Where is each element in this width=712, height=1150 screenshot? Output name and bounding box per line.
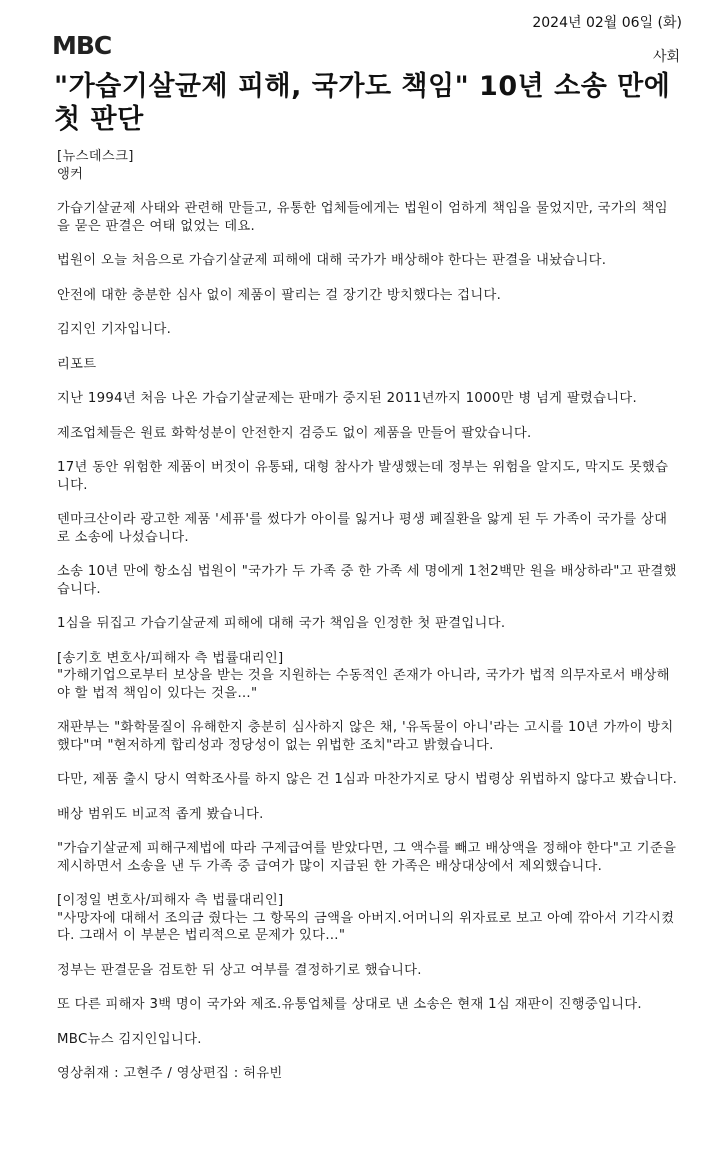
speaker-label: [이정일 변호사/피해자 측 법률대리인]: [57, 893, 284, 908]
paragraph: 덴마크산이라 광고한 제품 '세퓨'를 썼다가 아이를 잃거나 평생 폐질환을 앓게 된 두 가족이 국가를 상대로 소송에 나섰습니다.: [57, 512, 668, 545]
article-date: 2024년 02월 06일 (화): [532, 15, 682, 31]
paragraph: 지난 1994년 처음 나온 가습기살균제는 판매가 중지된 2011년까지 1000만 병 넘게 팔렸습니다.: [57, 391, 638, 406]
byline: MBC뉴스 김지인입니다.: [57, 1031, 202, 1047]
article-title: "가습기살균제 피해, 국가도 책임" 10년 소송 만에 첫 판단: [54, 71, 671, 135]
credits: 영상취재 : 고현주 / 영상편집 : 허유빈: [57, 1066, 283, 1081]
article-body: [57, 148, 679, 1083]
anchor-label: 앵커: [57, 166, 84, 182]
paragraph: 소송 10년 만에 항소심 법원이 "국가가 두 가족 중 한 가족 세 명에게 1천2백만 원을 배상하라"고 판결했습니다.: [57, 564, 677, 597]
program-label: [뉴스데스크]: [57, 149, 134, 164]
mbc-logo: [52, 30, 122, 60]
paragraph: "가습기살균제 피해구제법에 따라 구제급여를 받았다면, 그 액수를 빼고 배상액을 정해야 한다"고 기준을 제시하면서 소송을 낸 두 가족 중 급여가 많이 지급된 한 가족은 배상대상에서 제외했습니다.: [57, 841, 677, 874]
speaker-label: [송기호 변호사/피해자 측 법률대리인]: [57, 650, 284, 666]
article-section: 사회: [652, 49, 680, 65]
paragraph: 배상 범위도 비교적 좁게 봤습니다.: [57, 806, 264, 822]
paragraph: 또 다른 피해자 3백 명이 국가와 제조.유통업체를 상대로 낸 소송은 현재 1심 재판이 진행중입니다.: [57, 997, 642, 1012]
quote: "사망자에 대해서 조의금 줬다는 그 항목의 금액을 아버지.어머니의 위자료로 보고 아예 깎아서 기각시켰다. 그래서 이 부분은 법리적으로 문제가 있다…": [57, 910, 675, 943]
paragraph: 안전에 대한 충분한 심사 없이 제품이 팔리는 걸 장기간 방치했다는 겁니다.: [57, 287, 502, 303]
paragraph: 1심을 뒤집고 가습기살균제 피해에 대해 국가 책임을 인정한 첫 판결입니다.: [57, 616, 506, 631]
paragraph: 제조업체들은 원료 화학성분이 안전한지 검증도 없이 제품을 만들어 팔았습니다.: [57, 425, 532, 441]
paragraph: 17년 동안 위험한 제품이 버젓이 유통돼, 대형 참사가 발생했는데 정부는 위험을 알지도, 막지도 못했습니다.: [57, 460, 669, 493]
paragraph: 재판부는 "화학물질이 유해한지 충분히 심사하지 않은 채, '유독물이 아니'라는 고시를 10년 가까이 방치했다"며 "현저하게 합리성과 정당성이 없는 위법한 조치"라고 밝혔습니다.: [57, 720, 674, 753]
paragraph: 정부는 판결문을 검토한 뒤 상고 여부를 결정하기로 했습니다.: [57, 962, 422, 978]
report-label: 리포트: [57, 356, 97, 372]
quote: "가해기업으로부터 보상을 받는 것을 지원하는 수동적인 존재가 아니라, 국가가 법적 의무자로서 배상해야 할 법적 책임이 있다는 것을…": [57, 668, 670, 701]
mbc-logo-text: MBC: [52, 31, 112, 60]
paragraph: 법원이 오늘 처음으로 가습기살균제 피해에 대해 국가가 배상해야 한다는 판결을 내놨습니다.: [57, 253, 607, 268]
paragraph: 김지인 기자입니다.: [57, 322, 172, 337]
paragraph: 다만, 제품 출시 당시 역학조사를 하지 않은 건 1심과 마찬가지로 당시 법령상 위법하지 않다고 봤습니다.: [57, 772, 678, 787]
paragraph: 가습기살균제 사태와 관련해 만들고, 유통한 업체들에게는 법원이 엄하게 책임을 물었지만, 국가의 책임을 묻은 판결은 여태 없었는 데요.: [57, 201, 668, 234]
